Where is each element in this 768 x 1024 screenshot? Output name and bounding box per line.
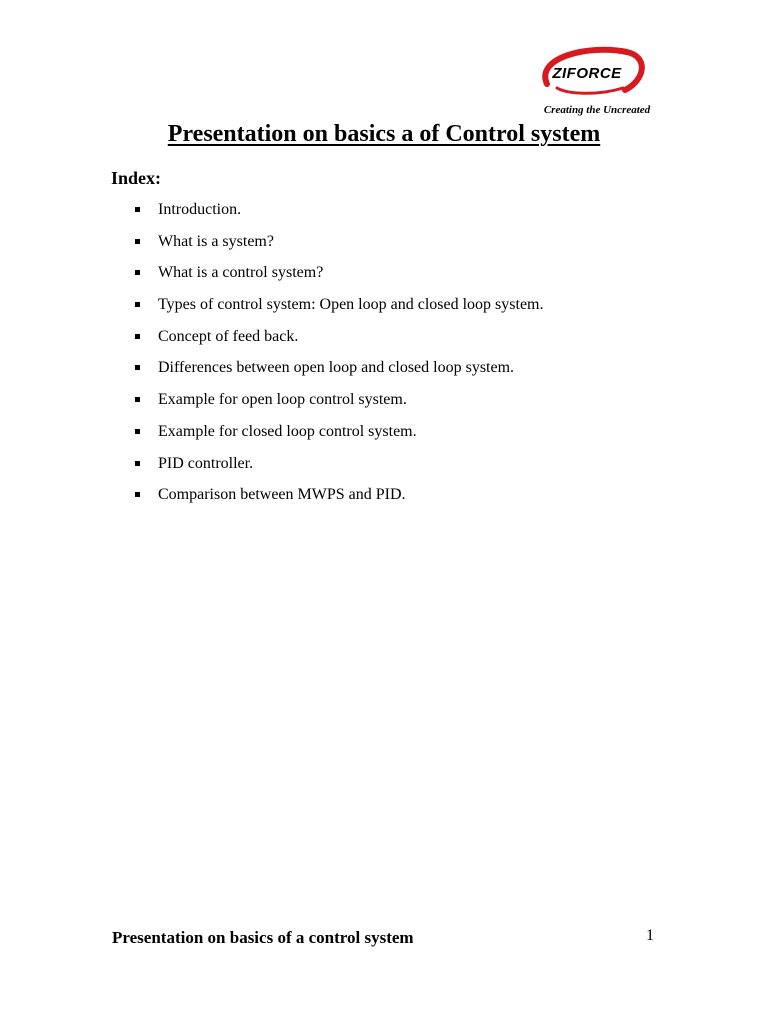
- index-item-text: Comparison between MWPS and PID.: [158, 486, 406, 504]
- ziforce-logo-graphic: [527, 44, 659, 122]
- index-item-text: Example for closed loop control system.: [158, 422, 417, 440]
- index-item-text: Concept of feed back.: [158, 327, 299, 345]
- bullet-icon: [135, 302, 140, 307]
- index-heading: Index:: [111, 168, 162, 188]
- logo-tagline: Creating the Uncreated: [543, 104, 651, 116]
- index-item-text: What is a system?: [158, 232, 274, 250]
- bullet-icon: [135, 334, 140, 339]
- bullet-icon: [135, 461, 140, 466]
- index-item-text: Introduction.: [158, 201, 242, 218]
- page-number: 1: [646, 927, 654, 944]
- bullet-icon: [135, 429, 140, 434]
- bullet-icon: [135, 239, 140, 244]
- bullet-icon: [135, 365, 140, 370]
- bullet-icon: [135, 270, 140, 275]
- bullet-icon: [135, 207, 140, 212]
- footer-title: Presentation on basics of a control system: [112, 928, 414, 947]
- bullet-icon: [135, 397, 140, 402]
- logo-wordmark: ZIFORCE: [552, 65, 622, 82]
- ziforce-logo: [527, 44, 659, 122]
- logo-swoosh-bottom: [557, 88, 623, 93]
- index-item-text: Example for open loop control system.: [158, 391, 407, 409]
- index-item-text: PID controller.: [158, 454, 254, 472]
- index-item-text: What is a control system?: [158, 264, 324, 282]
- index-item-text: Types of control system: Open loop and closed loop system.: [158, 296, 544, 314]
- index-item-text: Differences between open loop and closed loop system.: [158, 359, 515, 377]
- bullet-icon: [135, 492, 140, 497]
- document-title: Presentation on basics a of Control system: [167, 121, 601, 147]
